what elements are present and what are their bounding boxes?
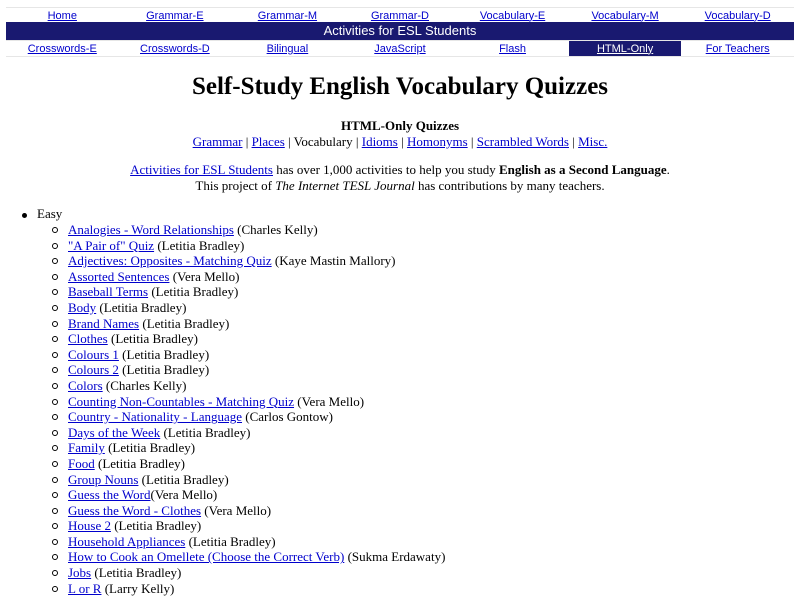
easy-label: Easy <box>37 206 63 221</box>
category-grammar[interactable]: Grammar <box>192 134 243 149</box>
quiz-link[interactable]: Assorted Sentences <box>68 268 170 284</box>
nav-cell <box>6 41 119 57</box>
nav-link-vocabulary-d[interactable]: Vocabulary-D <box>704 9 771 22</box>
quiz-link[interactable]: Colours 2 <box>68 362 119 378</box>
list-item <box>52 518 445 534</box>
nav-cell <box>344 41 457 57</box>
quiz-list <box>52 222 445 596</box>
nav-cell <box>681 41 794 57</box>
quiz-link[interactable]: Counting Non-Countables - Matching Quiz <box>68 393 295 409</box>
nav-link-flash[interactable]: Flash <box>499 42 526 55</box>
quiz-author: (Letitia Bradley) <box>154 237 245 253</box>
category-misc-[interactable]: Misc. <box>578 134 608 149</box>
list-item <box>52 394 445 410</box>
list-item <box>52 269 445 285</box>
list-item <box>52 487 445 503</box>
nav-link-vocabulary-e[interactable]: Vocabulary-E <box>479 9 546 22</box>
quiz-link[interactable]: Days of the Week <box>68 424 161 440</box>
intro-line2-a: This project of <box>195 178 276 193</box>
quiz-link[interactable]: L or R <box>68 580 102 596</box>
page-title: Self-Study English Vocabulary Quizzes <box>191 73 609 100</box>
list-item <box>52 378 445 394</box>
nav-link-bilingual[interactable]: Bilingual <box>266 42 309 55</box>
quiz-link[interactable]: Family <box>68 440 105 456</box>
category-places[interactable]: Places <box>251 134 285 149</box>
list-item <box>52 347 445 363</box>
nav-cell <box>569 41 682 57</box>
quiz-link[interactable]: Jobs <box>68 565 92 581</box>
quiz-author: (Larry Kelly) <box>101 580 175 596</box>
list-item <box>52 534 445 550</box>
quiz-link[interactable]: House 2 <box>68 518 111 534</box>
activities-link[interactable]: Activities for ESL Students <box>130 162 273 177</box>
quiz-link[interactable]: Adjectives: Opposites - Matching Quiz <box>68 253 272 269</box>
quiz-author: (Vera Mello) <box>294 393 365 409</box>
quiz-author: (Letitia Bradley) <box>160 424 251 440</box>
separator: | <box>284 134 294 149</box>
quiz-link[interactable]: Clothes <box>68 331 108 347</box>
easy-section-label <box>22 206 62 222</box>
category-vocabulary: Vocabulary <box>293 134 353 149</box>
list-item <box>52 238 445 254</box>
quiz-author: (Vera Mello) <box>150 487 218 503</box>
intro-text-2: . <box>666 162 670 177</box>
section-subtitle: HTML-Only Quizzes <box>340 118 460 133</box>
list-item <box>52 362 445 378</box>
quiz-author: (Letitia Bradley) <box>104 440 196 456</box>
quiz-author: (Carlos Gontow) <box>242 409 334 425</box>
quiz-author: (Charles Kelly) <box>233 222 318 237</box>
quiz-link[interactable]: Colors <box>68 377 103 393</box>
quiz-link[interactable]: Analogies - Word Relationships <box>68 222 234 237</box>
quiz-link[interactable]: Body <box>68 299 97 315</box>
list-item <box>52 331 445 347</box>
nav-link-grammar-m[interactable]: Grammar-M <box>257 9 318 22</box>
separator: | <box>242 134 252 149</box>
nav-link-crosswords-e[interactable]: Crosswords-E <box>27 42 97 55</box>
quiz-author: (Letitia Bradley) <box>118 346 210 362</box>
quiz-link[interactable]: Brand Names <box>68 315 140 331</box>
separator: | <box>352 134 362 149</box>
quiz-link[interactable]: Colours 1 <box>68 346 119 362</box>
quiz-author: (Sukma Erdawaty) <box>344 549 446 565</box>
quiz-link[interactable]: Country - Nationality - Language <box>68 409 243 425</box>
nav-cell <box>456 41 569 57</box>
secondary-nav-bar <box>6 40 794 57</box>
intro-bold-text: English as a Second Language <box>499 162 667 177</box>
nav-cell <box>119 41 232 57</box>
list-item <box>52 472 445 488</box>
list-item <box>52 565 445 581</box>
quiz-link[interactable]: Group Nouns <box>68 471 139 487</box>
intro-line-2 <box>0 178 800 194</box>
category-scrambled-words[interactable]: Scrambled Words <box>476 134 569 149</box>
separator: | <box>397 134 407 149</box>
separator: | <box>467 134 477 149</box>
quiz-link[interactable]: How to Cook an Omellete (Choose the Correct Verb) <box>68 549 345 565</box>
nav-link-html-only[interactable]: HTML-Only <box>596 42 654 55</box>
quiz-author: (Letitia Bradley) <box>107 331 198 347</box>
list-item <box>52 409 445 425</box>
category-homonyms[interactable]: Homonyms <box>406 134 468 149</box>
list-item <box>52 300 445 316</box>
quiz-author: (Charles Kelly) <box>102 377 187 393</box>
quiz-link[interactable]: Guess the Word - Clothes <box>68 502 202 518</box>
list-item <box>52 549 445 565</box>
quiz-category-links <box>0 134 800 150</box>
quiz-author: (Vera Mello) <box>169 268 240 284</box>
nav-link-javascript[interactable]: JavaScript <box>374 42 426 55</box>
list-item <box>52 316 445 332</box>
quiz-author: (Letitia Bradley) <box>110 518 202 534</box>
quiz-author: (Letitia Bradley) <box>185 533 276 549</box>
intro-line2-b: has contributions by many teachers. <box>414 178 605 193</box>
list-item <box>52 222 445 238</box>
quiz-author: (Letitia Bradley) <box>139 315 230 331</box>
list-item <box>52 503 445 519</box>
quiz-author: (Vera Mello) <box>201 502 272 518</box>
site-banner: Activities for ESL Students <box>6 22 794 40</box>
nav-link-for-teachers[interactable]: For Teachers <box>705 42 770 55</box>
quiz-author: (Kaye Mastin Mallory) <box>271 253 396 269</box>
nav-link-grammar-e[interactable]: Grammar-E <box>146 9 204 22</box>
quiz-author: (Letitia Bradley) <box>118 362 210 378</box>
nav-cell <box>231 41 344 57</box>
nav-link-vocabulary-m[interactable]: Vocabulary-M <box>591 9 659 22</box>
quiz-link[interactable]: Guess the Word <box>68 487 151 503</box>
list-item <box>52 284 445 300</box>
intro-line-1 <box>0 162 800 178</box>
nav-link-crosswords-d[interactable]: Crosswords-D <box>140 42 210 55</box>
bullet-icon <box>22 213 27 218</box>
nav-link-home[interactable]: Home <box>47 9 77 22</box>
list-item <box>52 581 445 597</box>
quiz-link[interactable]: "A Pair of" Quiz <box>68 237 155 253</box>
quiz-link[interactable]: Household Appliances <box>68 533 186 549</box>
separator: | <box>568 134 579 149</box>
intro-text-1: has over 1,000 activities to help you study <box>272 162 500 177</box>
secondary-nav-row <box>6 41 794 57</box>
quiz-link[interactable]: Food <box>68 455 95 471</box>
quiz-link[interactable]: Baseball Terms <box>68 284 149 300</box>
quiz-author: (Letitia Bradley) <box>91 565 182 581</box>
list-item <box>52 425 445 441</box>
quiz-author: (Letitia Bradley) <box>94 455 185 471</box>
list-item <box>52 253 445 269</box>
quiz-author: (Letitia Bradley) <box>148 284 239 300</box>
quiz-author: (Letitia Bradley) <box>138 471 229 487</box>
category-idioms[interactable]: Idioms <box>361 134 398 149</box>
quiz-author: (Letitia Bradley) <box>96 299 187 315</box>
journal-name: The Internet TESL Journal <box>275 178 415 193</box>
list-item <box>52 456 445 472</box>
nav-link-grammar-d[interactable]: Grammar-D <box>370 9 429 22</box>
list-item <box>52 440 445 456</box>
